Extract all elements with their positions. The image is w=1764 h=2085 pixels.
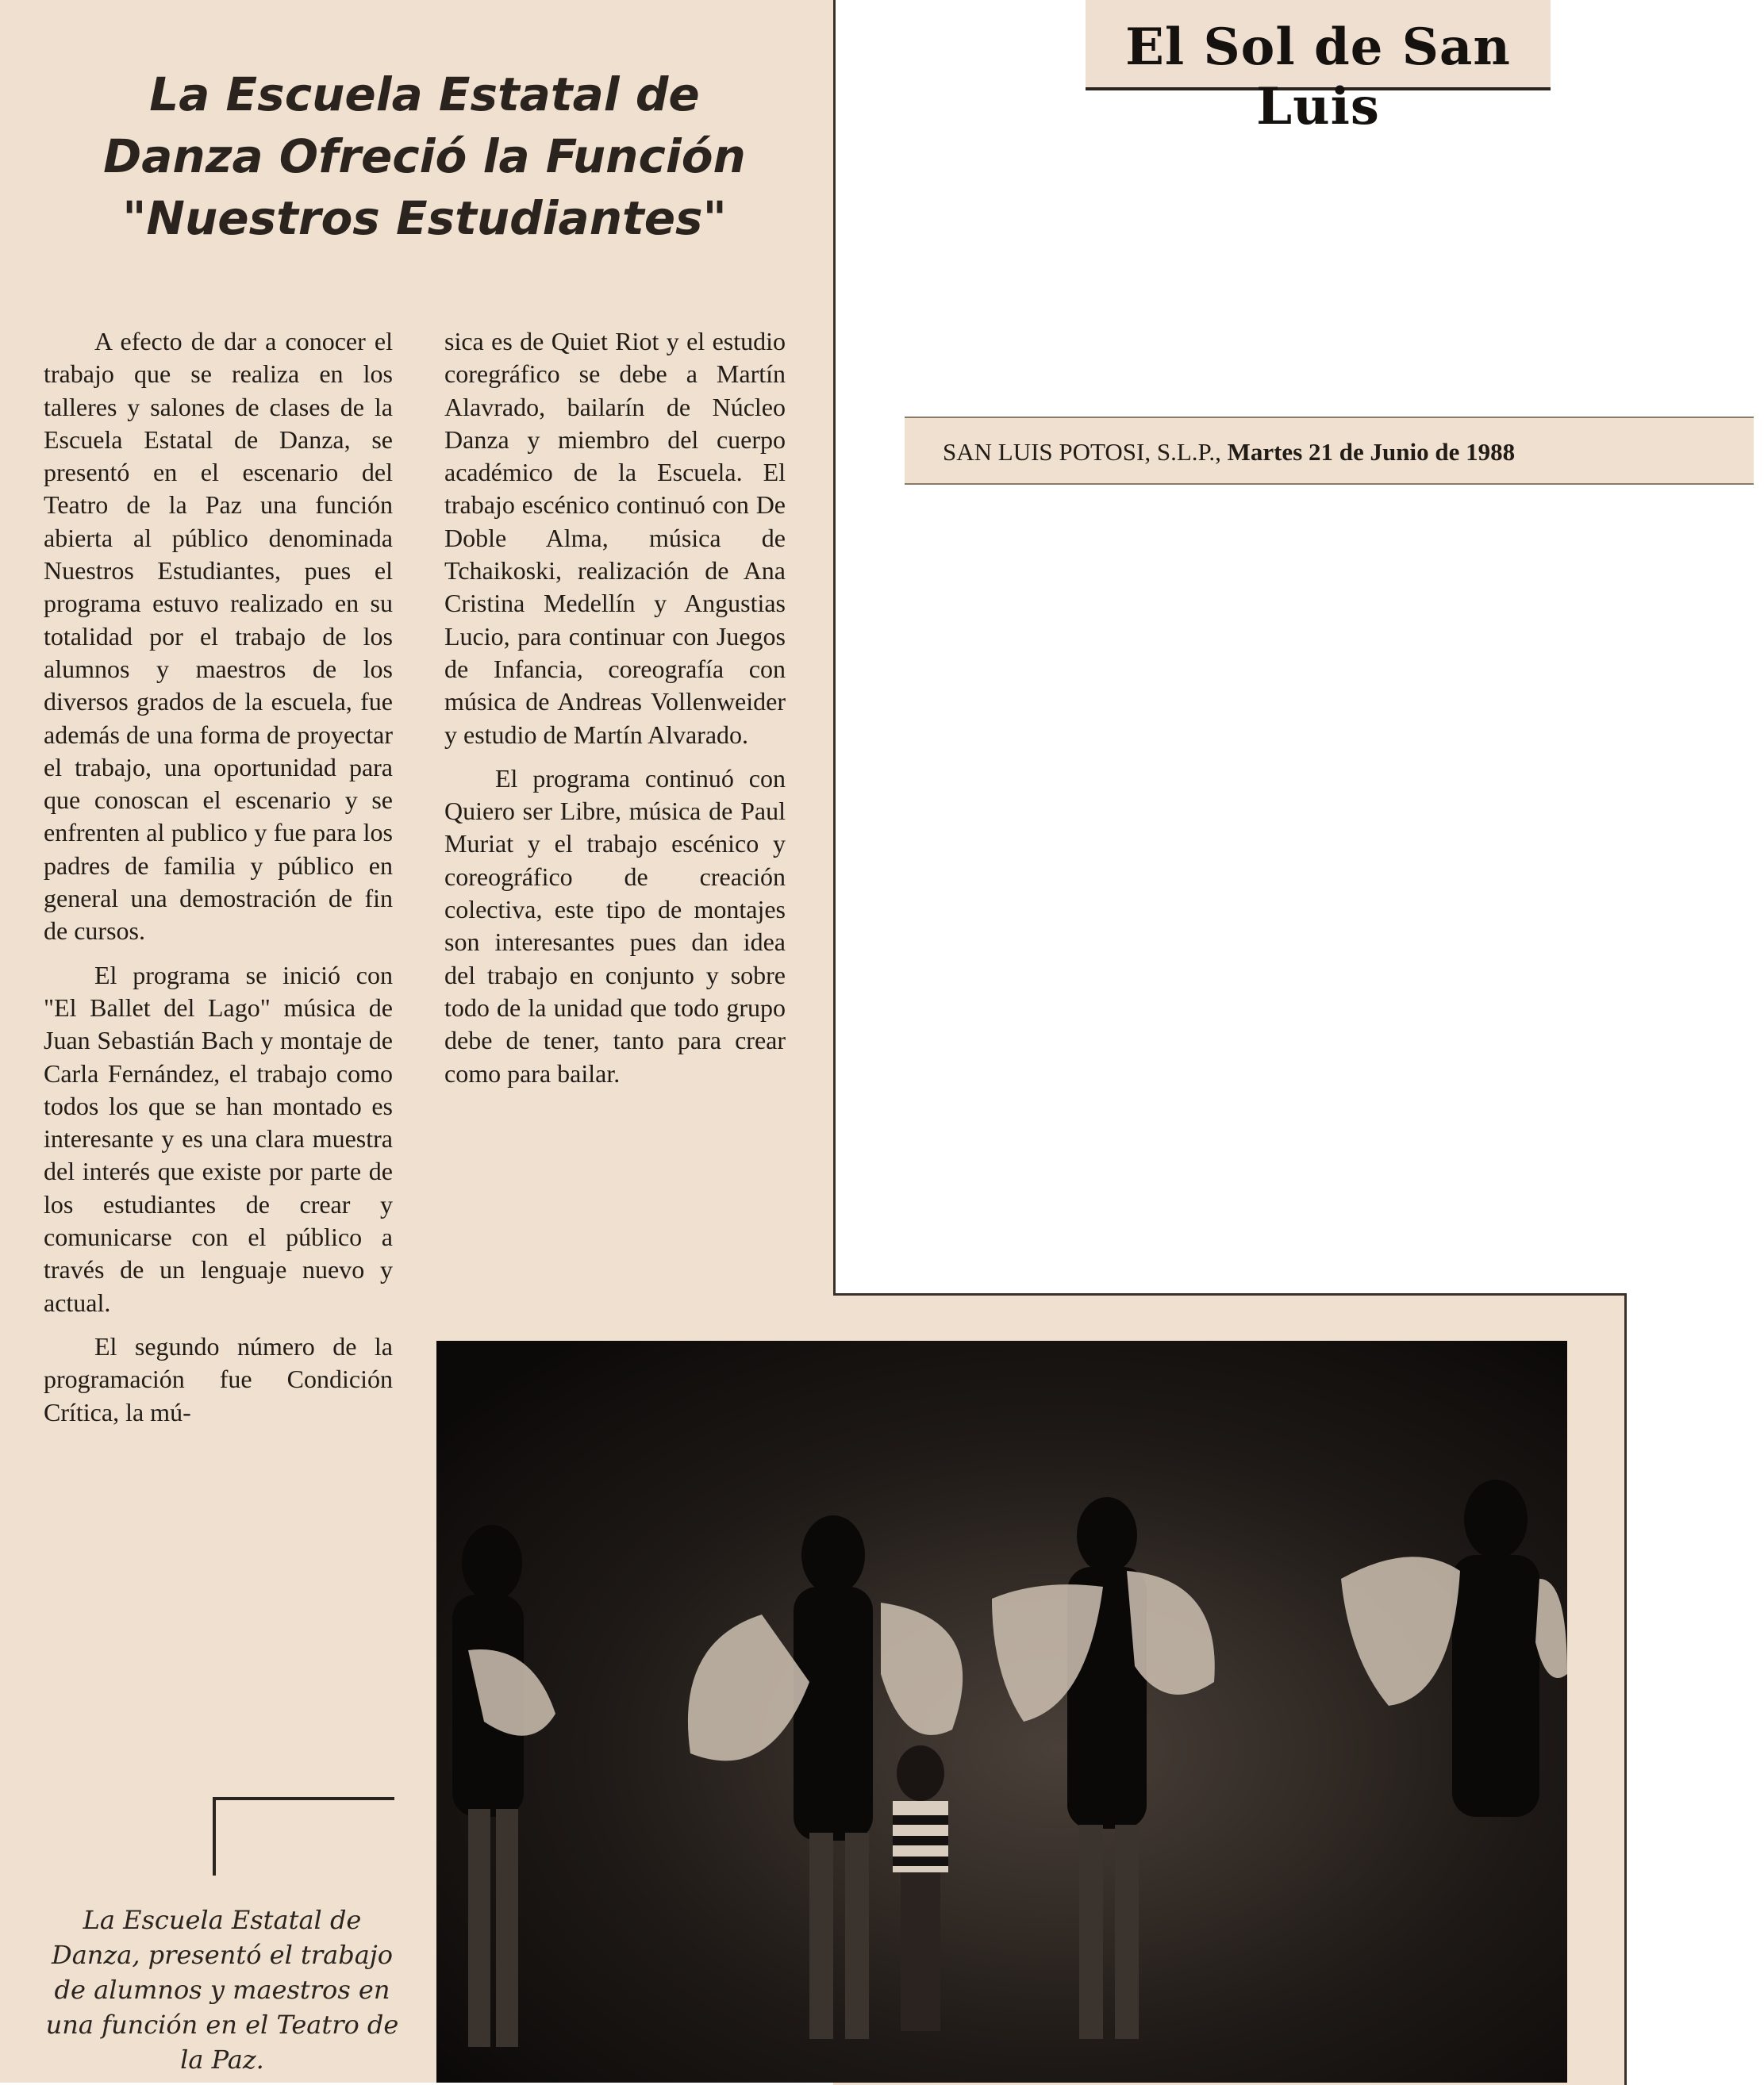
masthead-logo: El Sol de San Luis (1125, 17, 1511, 136)
masthead-clipping (1086, 0, 1551, 136)
paragraph: sica es de Quiet Riot y el estudio coregráfico se debe a Martín Alavrado, bailarín de Núcleo Danza y miembro del cuerpo académico de la Escuela. El trabajo escénico continuó con De Doble Alma, música de Tchaikoski, realización de Ana Cristina Medellín y Angustias Lucio, para continuar con Juegos de Infancia, coreografía con música de Andreas Vollenweider y estudio de Martín Alvarado. (444, 327, 786, 749)
paragraph: El programa continuó con Quiero ser Libre, música de Paul Muriat y el trabajo escénico y coreográfico de creación colectiva, este tipo de montajes son interesantes pues dan idea del trabajo en conjunto y sobre todo de la unidad que todo grupo debe de tener, tanto para crear como para bailar. (444, 763, 786, 1088)
dance-photo (436, 1341, 1567, 2083)
article-column-1 (44, 325, 393, 1440)
dateline-date: Martes 21 de Junio de 1988 (1227, 438, 1516, 466)
headline-line-3: "Nuestros Estudiantes" (122, 191, 727, 245)
dateline-clipping (905, 417, 1754, 485)
headline-line-2: Danza Ofreció la Función (103, 129, 746, 183)
article-column-2 (444, 325, 786, 1101)
article-headline (32, 63, 817, 249)
paragraph: El segundo número de la programación fue Condición Crítica, la mú- (44, 1331, 393, 1426)
photo-caption: La Escuela Estatal de Danza, presentó el trabajo de alumnos y maestros en una función en el Teatro de la Paz. (45, 1905, 399, 2075)
headline-line-1: La Escuela Estatal de (149, 67, 700, 121)
paragraph: El programa se inició con "El Ballet del Lago" música de Juan Sebastián Bach y montaje de Carla Fernández, el trabajo como todos los que se han montado es interesante y es una clara muestra del interés que existe por parte de los estudiantes de crear y comunicarse con el público a través de un lenguaje nuevo y actual. (44, 960, 393, 1317)
dateline-place: SAN LUIS POTOSI, S.L.P., (943, 438, 1221, 466)
caption-bracket (213, 1797, 394, 1876)
paragraph: A efecto de dar a conocer el trabajo que se realiza en los talleres y salones de clases de la Escuela Estatal de Danza, se presentó en el escenario del Teatro de la Paz una función abierta al público denominada Nuestros Estudiantes, pues el programa estuvo realizado en su totalidad por el trabajo de los alumnos y maestros de los diversos grados de la escuela, fue además de una forma de proyectar el trabajo, una oportunidad para que conoscan el escenario y se enfrenten al publico y fue para los padres de familia y público en general una demostración de fin de cursos. (44, 327, 393, 946)
dance-photo-image (436, 1341, 1567, 2083)
